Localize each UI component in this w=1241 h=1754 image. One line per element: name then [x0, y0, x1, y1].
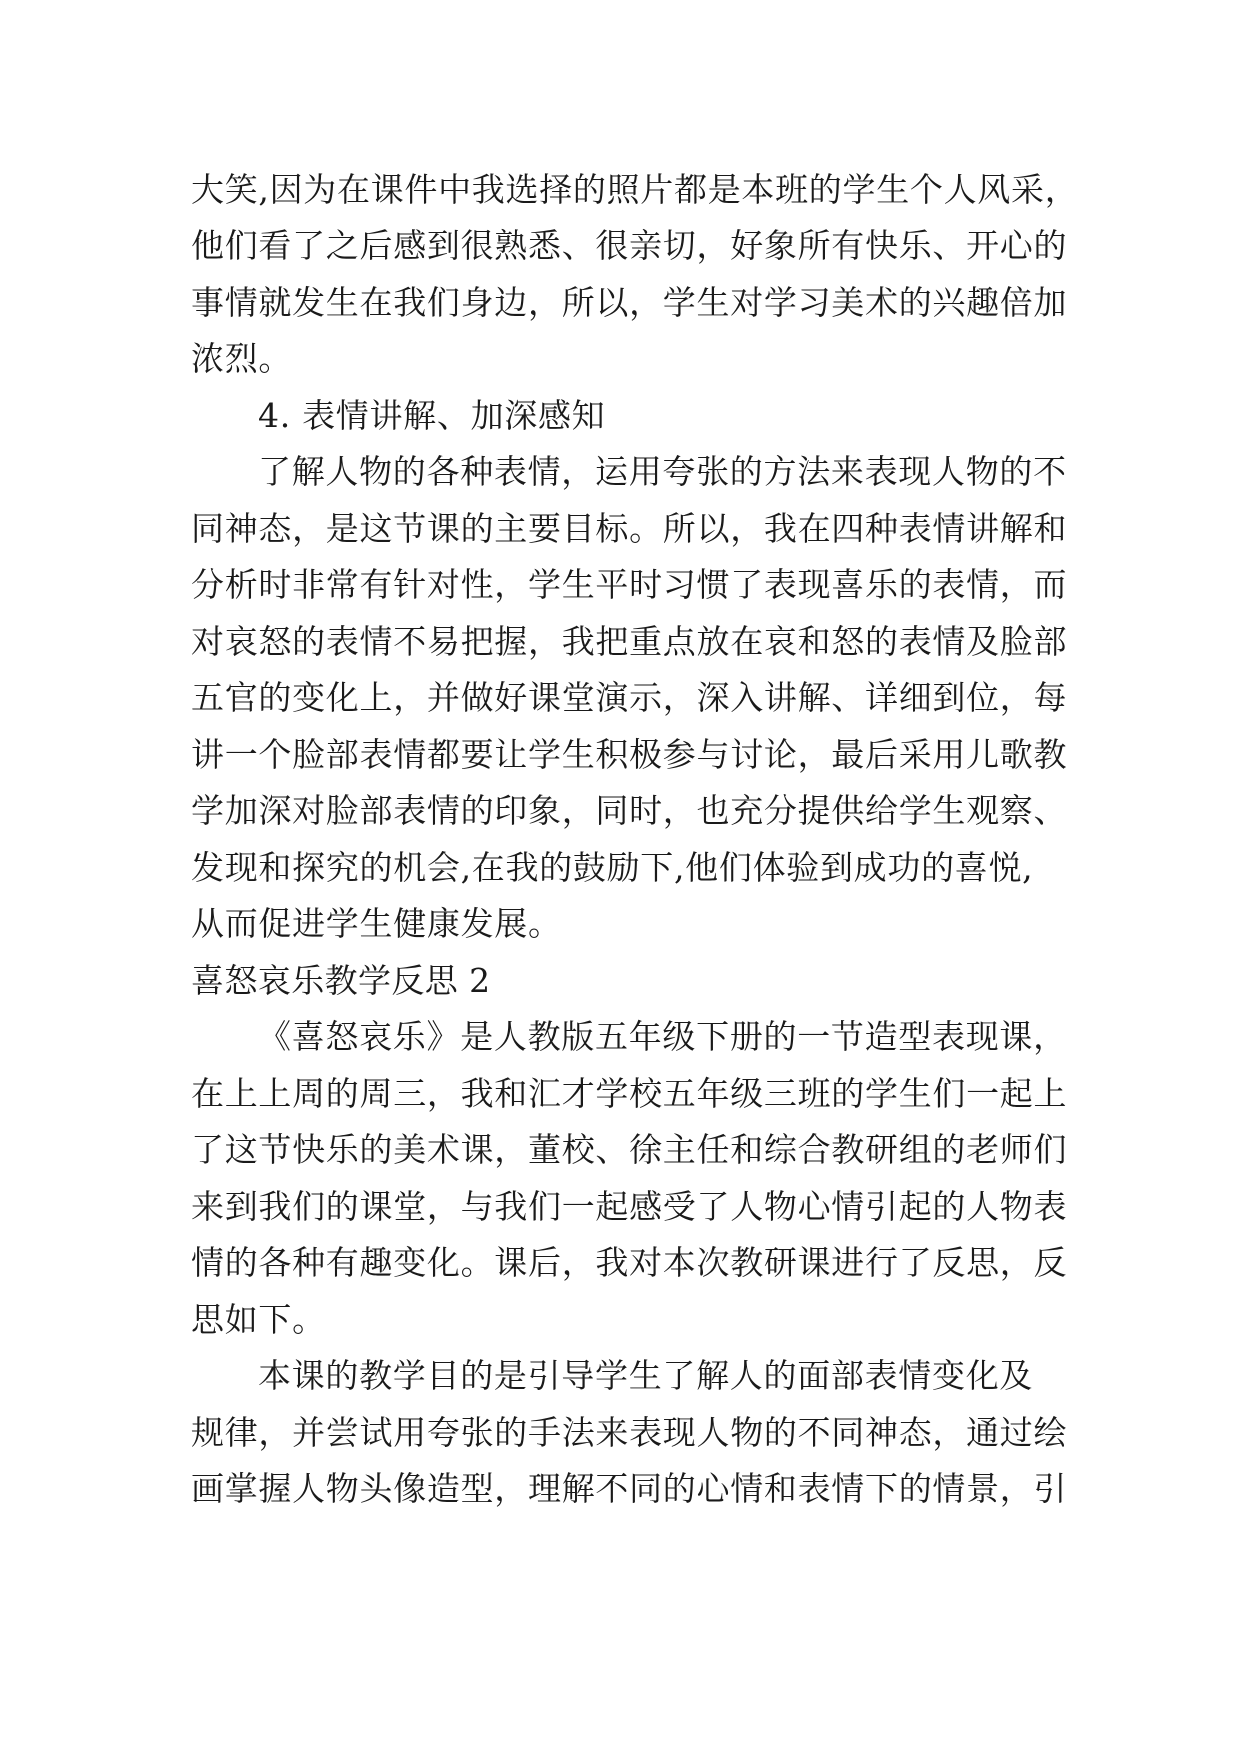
text-line: 在上上周的周三，我和汇才学校五年级三班的学生们一起上 [191, 1074, 1068, 1113]
text-line: 发现和探究的机会,在我的鼓励下,他们体验到成功的喜悦, [191, 848, 1034, 887]
paragraph-start: 《喜怒哀乐》是人教版五年级下册的一节造型表现课， [258, 1017, 1067, 1056]
text-line: 同神态，是这节课的主要目标。所以，我在四种表情讲解和 [191, 509, 1068, 548]
text-line: 事情就发生在我们身边，所以，学生对学习美术的兴趣倍加 [191, 283, 1068, 322]
text-line: 了这节快乐的美术课，董校、徐主任和综合教研组的老师们 [191, 1130, 1068, 1169]
text-line: 来到我们的课堂，与我们一起感受了人物心情引起的人物表 [191, 1187, 1068, 1226]
section-title: 喜怒哀乐教学反思 2 [191, 961, 491, 1000]
text-line: 五官的变化上，并做好课堂演示，深入讲解、详细到位，每 [191, 678, 1068, 717]
text-line: 从而促进学生健康发展。 [191, 904, 562, 943]
text-line: 浓烈。 [191, 339, 293, 378]
text-line: 学加深对脸部表情的印象，同时，也充分提供给学生观察、 [191, 791, 1068, 830]
text-line: 分析时非常有针对性，学生平时习惯了表现喜乐的表情，而 [191, 565, 1068, 604]
text-line: 讲一个脸部表情都要让学生积极参与讨论，最后采用儿歌教 [191, 735, 1068, 774]
text-line: 情的各种有趣变化。课后，我对本次教研课进行了反思，反 [191, 1243, 1068, 1282]
paragraph-start: 本课的教学目的是引导学生了解人的面部表情变化及 [258, 1356, 1034, 1395]
paragraph-start: 了解人物的各种表情，运用夸张的方法来表现人物的不 [258, 452, 1067, 491]
text-line: 对哀怒的表情不易把握，我把重点放在哀和怒的表情及脸部 [191, 622, 1068, 661]
section-heading: 4. 表情讲解、加深感知 [258, 396, 606, 435]
text-line: 思如下。 [191, 1300, 326, 1339]
text-line: 规律，并尝试用夸张的手法来表现人物的不同神态，通过绘 [191, 1413, 1068, 1452]
text-line: 画掌握人物头像造型，理解不同的心情和表情下的情景，引 [191, 1469, 1068, 1508]
text-line: 大笑,因为在课件中我选择的照片都是本班的学生个人风采， [191, 170, 1079, 209]
text-line: 他们看了之后感到很熟悉、很亲切，好象所有快乐、开心的 [191, 226, 1068, 265]
